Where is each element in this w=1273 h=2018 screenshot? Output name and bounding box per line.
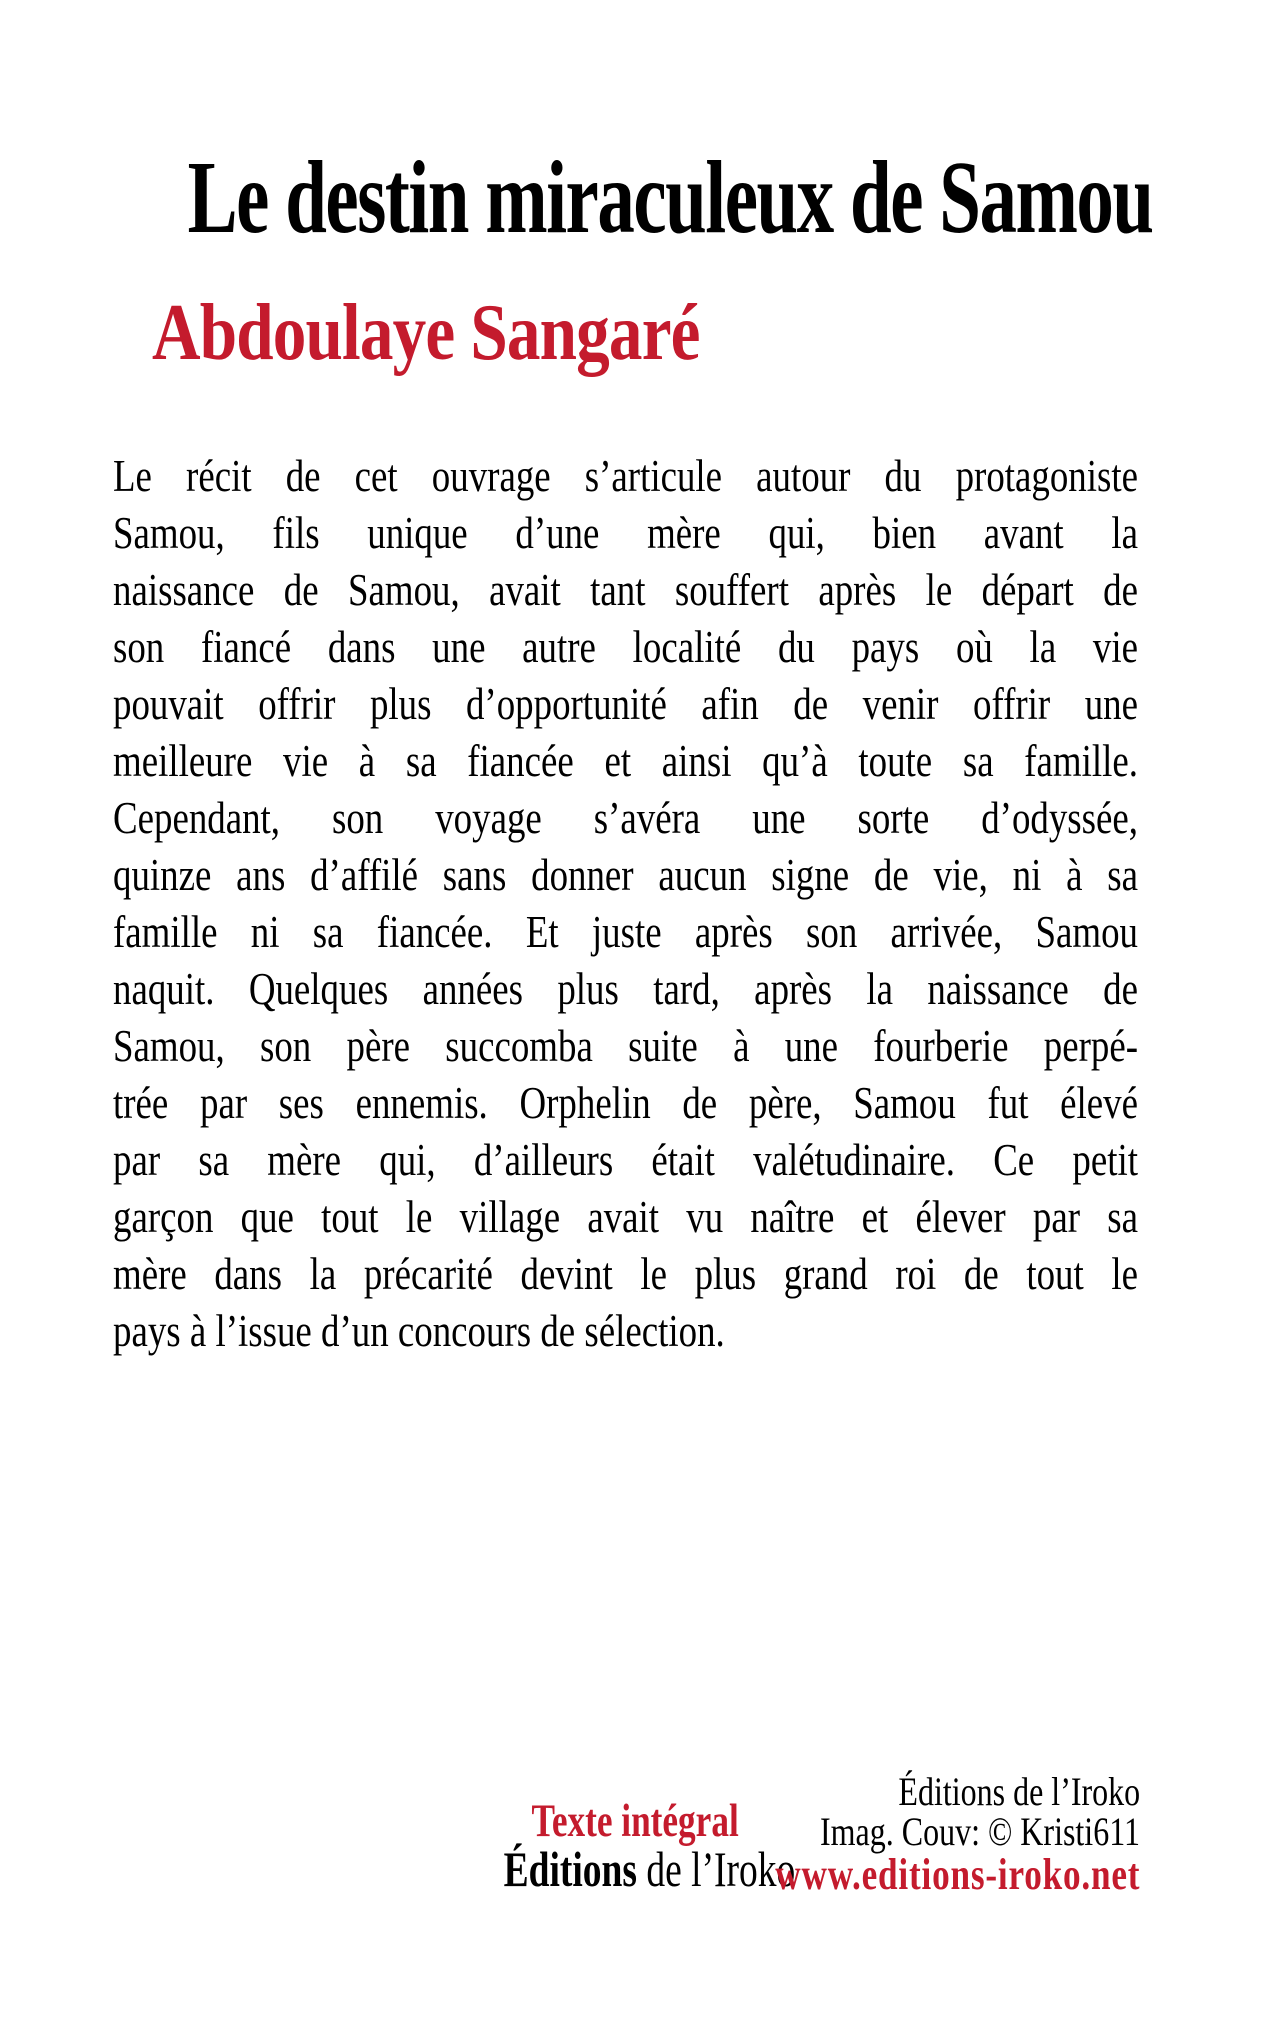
synopsis-line: pouvait offrir plus d’opportunité afin de venir offrir une [113,679,1138,729]
synopsis-line: naissance de Samou, avait tant souffert après le départ de [113,565,1138,615]
synopsis-line: mère dans la précarité devint le plus grand roi de tout le [113,1249,1138,1299]
synopsis-line: pays à l’issue d’un concours de sélection. [113,1306,725,1356]
book-author-text: Abdoulaye Sangaré [152,289,700,377]
synopsis-line: quinze ans d’affilé sans donner aucun signe de vie, ni à sa [113,850,1138,900]
synopsis-line: son fiancé dans une autre localité du pays où la vie [113,622,1138,672]
footer-right-block [684,1769,1140,1899]
synopsis-line: meilleure vie à sa fiancée et ainsi qu’à toute sa famille. [113,736,1138,786]
synopsis-line: garçon que tout le village avait vu naître et élever par sa [113,1192,1138,1242]
book-title-text: Le destin miraculeux de Samou [187,140,1153,255]
credits-publisher-text: Éditions de l’Iroko [898,1769,1140,1814]
synopsis-line: Cependant, son voyage s’avéra une sorte d’odyssée, [113,793,1138,843]
cover-credit-line [684,1809,1140,1854]
synopsis-line: Samou, son père succomba suite à une fourberie perpé- [113,1021,1138,1071]
synopsis [113,448,1138,1360]
book-author [152,288,804,379]
synopsis-line: naquit. Quelques années plus tard, après la naissance de [113,964,1138,1014]
publisher-logo-rest: de l’Iroko [637,1841,796,1897]
publisher-logo-bold: Éditions [503,1841,638,1897]
synopsis-line: famille ni sa fiancée. Et juste après son arrivée, Samou [113,907,1138,957]
synopsis-line: trée par ses ennemis. Orphelin de père, Samou fut élevé [113,1078,1138,1128]
synopsis-line: Le récit de cet ouvrage s’articule autour du protagoniste [113,451,1138,501]
website-link-text: www.editions-iroko.net [774,1850,1140,1899]
cover-credit-text: Imag. Couv: © Kristi611 [820,1809,1140,1854]
book-title [0,138,1273,257]
synopsis-line: Samou, fils unique d’une mère qui, bien avant la [113,508,1138,558]
synopsis-line: par sa mère qui, d’ailleurs était valétudinaire. Ce petit [113,1135,1138,1185]
credits-publisher-line [684,1769,1140,1814]
edition-label-text: Texte intégral [531,1795,739,1847]
website-link[interactable] [684,1852,1140,1898]
